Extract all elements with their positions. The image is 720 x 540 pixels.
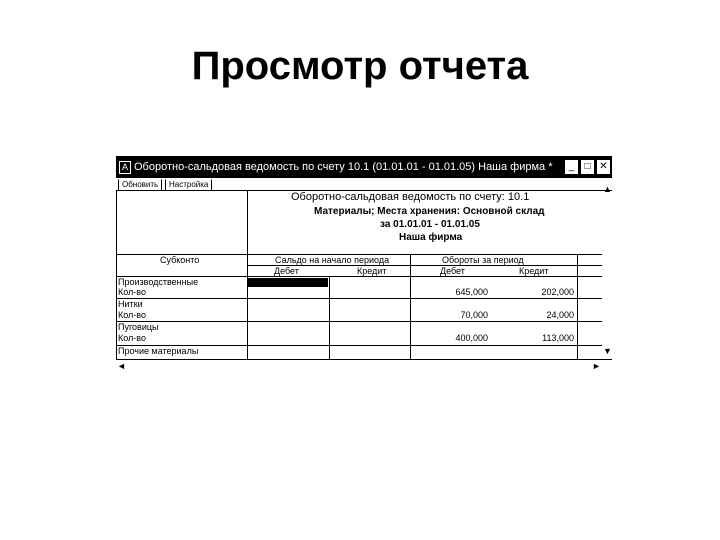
turnover-credit-value: 113,000 bbox=[542, 333, 574, 343]
turnover-debit-value: 400,000 bbox=[455, 333, 488, 343]
horizontal-scrollbar[interactable] bbox=[116, 359, 612, 372]
grid-line bbox=[116, 298, 602, 299]
scroll-up-icon[interactable]: ▲ bbox=[603, 184, 612, 194]
report-heading: Оборотно-сальдовая ведомость по счету: 10.1 bbox=[291, 191, 530, 203]
selected-cell[interactable] bbox=[248, 278, 328, 287]
report-period: за 01.01.01 - 01.01.05 bbox=[380, 219, 480, 230]
scroll-left-icon[interactable]: ◄ bbox=[117, 361, 126, 371]
column-header-turnover: Обороты за период bbox=[442, 255, 524, 265]
row-label: Кол-во bbox=[118, 333, 146, 343]
turnover-credit-value: 202,000 bbox=[541, 287, 574, 297]
settings-button[interactable]: Настройка bbox=[165, 179, 212, 191]
grid-line bbox=[116, 321, 602, 322]
scroll-right-icon[interactable]: ► bbox=[592, 361, 601, 371]
row-label: Кол-во bbox=[118, 310, 146, 320]
column-header-opening-debit: Дебет bbox=[274, 266, 299, 276]
report-subheading: Материалы; Места хранения: Основной склад bbox=[314, 206, 545, 217]
maximize-icon[interactable]: □ bbox=[580, 159, 595, 175]
turnover-debit-value: 70,000 bbox=[460, 310, 488, 320]
vertical-scrollbar[interactable] bbox=[602, 184, 612, 360]
column-header-subconto: Субконто bbox=[160, 255, 200, 265]
column-header-turnover-credit: Кредит bbox=[519, 266, 549, 276]
report-window bbox=[116, 156, 612, 372]
refresh-button[interactable]: Обновить bbox=[118, 179, 162, 191]
report-grid bbox=[116, 190, 602, 360]
row-label: Пуговицы bbox=[118, 322, 159, 332]
column-header-opening-credit: Кредит bbox=[357, 266, 387, 276]
column-header-opening-balance: Сальдо на начало периода bbox=[275, 255, 390, 265]
window-title: Оборотно-сальдовая ведомость по счету 10.1 (01.01.01 - 01.01.05) Наша фирма * bbox=[134, 161, 553, 173]
report-company: Наша фирма bbox=[399, 232, 463, 243]
row-label: Кол-во bbox=[118, 287, 146, 297]
scroll-down-icon[interactable]: ▼ bbox=[603, 346, 612, 356]
close-icon[interactable]: ✕ bbox=[596, 159, 611, 175]
row-label: Прочие материалы bbox=[118, 346, 199, 356]
row-label: Нитки bbox=[118, 299, 143, 309]
turnover-debit-value: 645,000 bbox=[455, 287, 488, 297]
turnover-credit-value: 24,000 bbox=[546, 310, 574, 320]
grid-line bbox=[247, 190, 248, 360]
window-titlebar[interactable] bbox=[116, 156, 612, 178]
row-label: Производственные bbox=[118, 277, 199, 287]
slide-title: Просмотр отчета bbox=[191, 44, 529, 88]
minimize-icon[interactable]: _ bbox=[564, 159, 579, 175]
grid-line bbox=[329, 276, 330, 360]
app-icon: A bbox=[119, 161, 131, 174]
column-header-turnover-debit: Дебет bbox=[440, 266, 465, 276]
grid-line bbox=[116, 190, 117, 360]
